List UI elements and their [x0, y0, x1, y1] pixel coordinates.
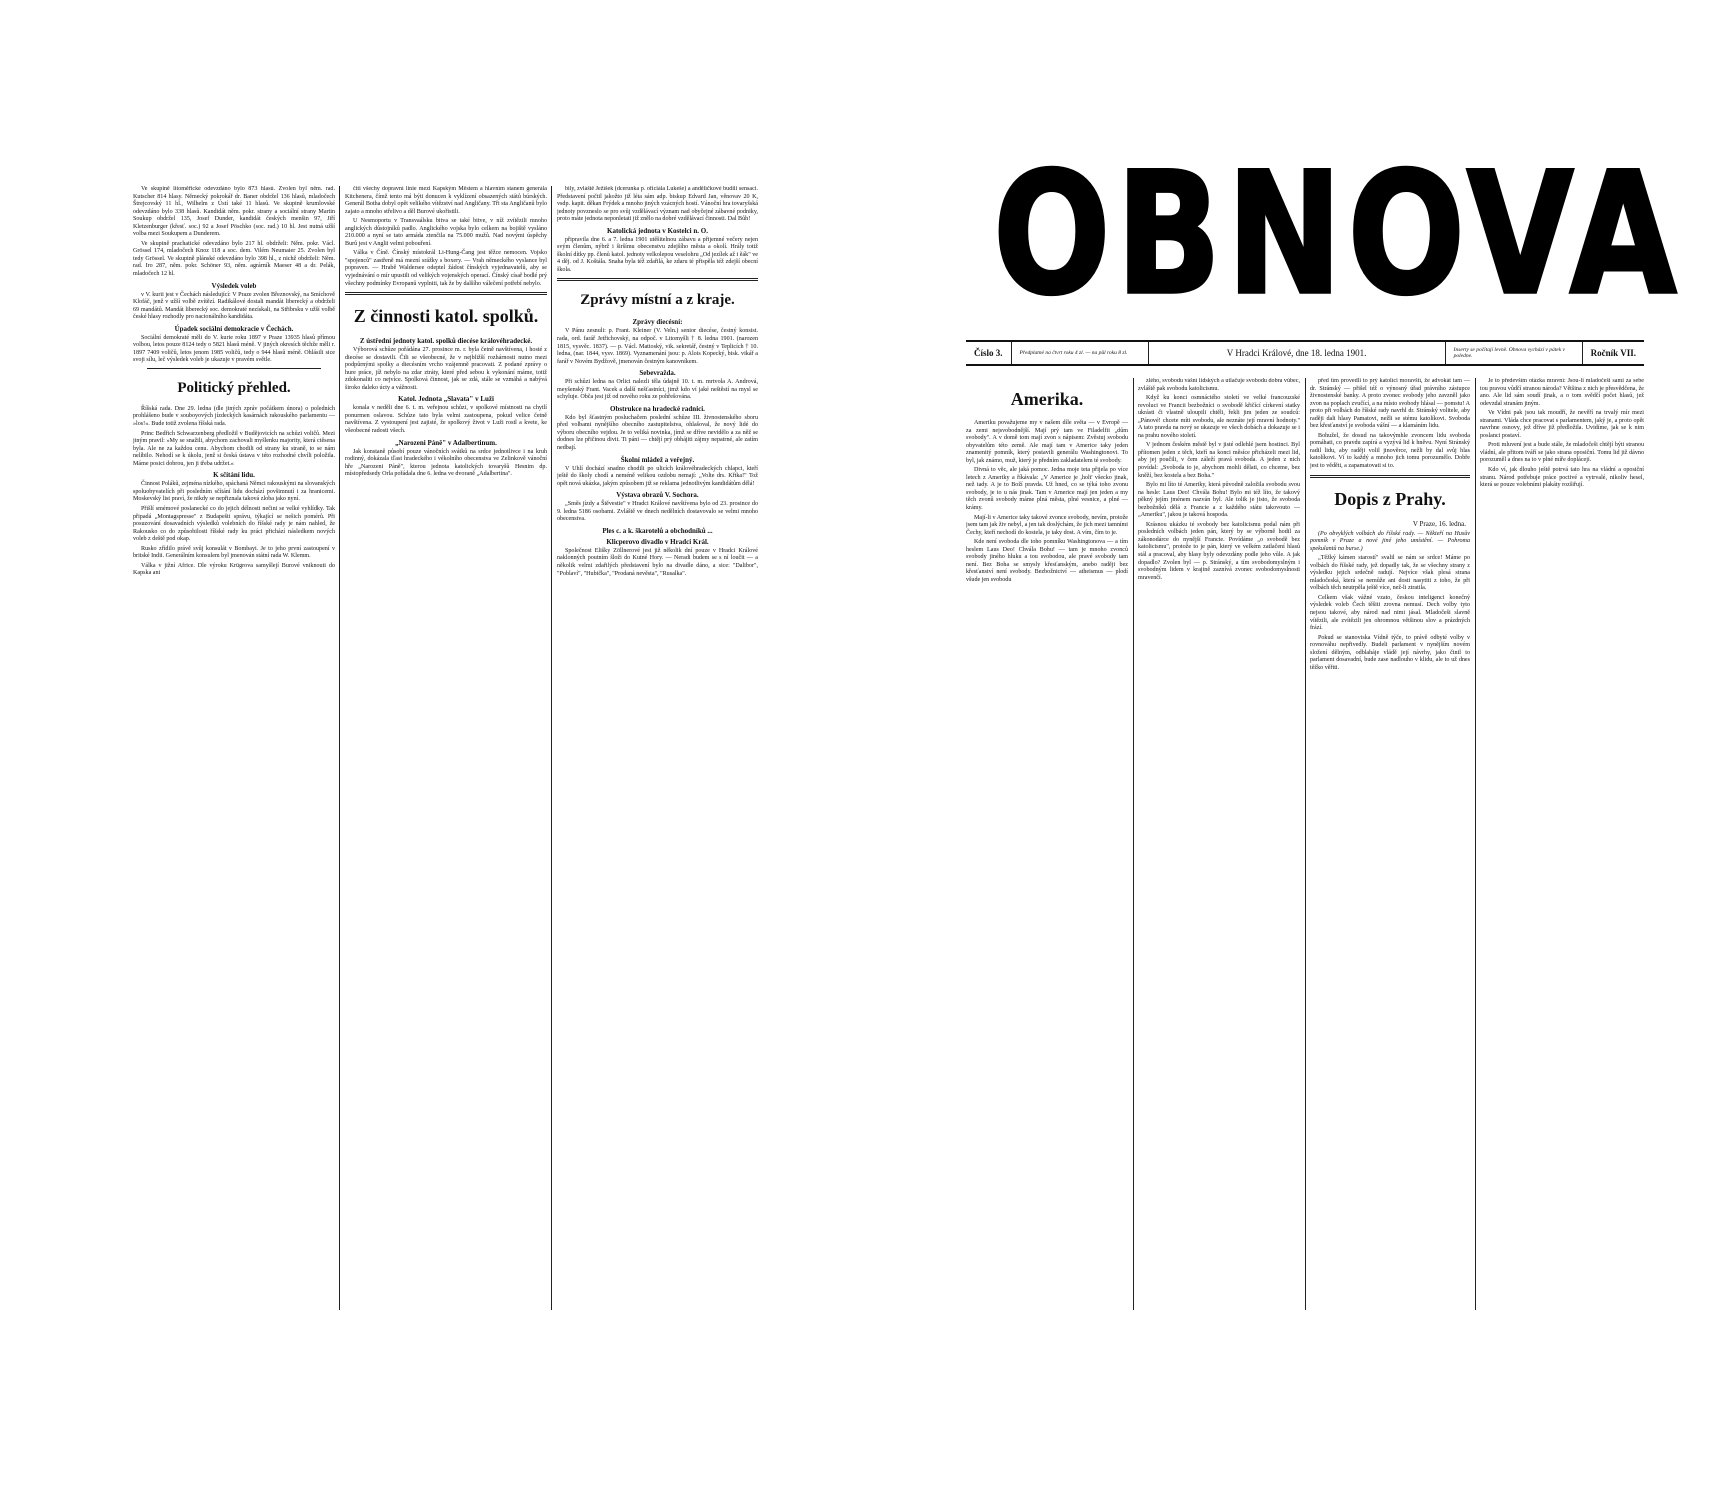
place-date: V Hradci Králové, dne 18. ledna 1901. — [1149, 342, 1446, 364]
section-heading-cinnosti-spolku: Z činnosti katol. spolků. — [353, 306, 539, 327]
right-page-column-2 — [1138, 378, 1300, 1310]
section-heading-politicky-prehled: Politický přehled. — [177, 379, 291, 396]
article-lead: (Po obvyklých volbách do říšské rady. — Někteří na Husův pomník v Praze a nové jiné jeho umístění. — Pohroma spekulantů na burse.) — [1310, 530, 1470, 552]
article-paragraph: Bylo mi líto té Ameriky, která původně založila svobodu svou na hesle: Laus Deo! Chvála Bohu! Bylo mi též líto, že takový pěkný jejím jménem nazván byl. Ale tolik je jisto, že svoboda bezbožníků dělá z Francie a z každého státu takovouto — „Ameriku", jakou je taková hospoda. — [1138, 482, 1300, 519]
issue-number: Číslo 3. — [966, 342, 1012, 364]
article-heading-amerika: Amerika. — [1010, 389, 1084, 409]
article-paragraph: Přišlí smémové poslanecké co do jejich délnosti nečini se velké vyhlídky. Tak připadá „Montagspresse" z Budapešti správu, týkající se nešich pomérů. Při posuzování dosavadních výsledků volebních do říšské rady je nám nahled, že Rakousko co do způsobilosti říšské rady ku práci přichází následkem nových voleb z deště pod okap. — [133, 505, 335, 543]
article-subheading: Výsledek voleb — [211, 281, 257, 290]
article-paragraph: Krásnou ukázku té svobody bez katolicismu podal nám při posledních volbách jeden pán, který by se výborně hodil za zákonodárce do nynější Francie. Povídáme „o svobodě bez katolicismu", protože to je pán, který ve velkém zatlačení hlasů stál a pracoval, aby hlasy byly odevzdány podle jeho vůle. A jak dopadlo? Zvolen byl — p. Stránský, a tím svobodomyslným i svobodným lidem v krajině zaznívá zvonec svobodomyslnosti mravenčí. — [1138, 521, 1300, 581]
article-paragraph: Sociální demokraté měli do V. kurie roku 1897 v Praze 13935 hlasů přímou volbou, letos pouze 8124 tedy o 5821 hlasů méně. V jiných okresích těchže měli r. 1897 7409 voličů, letos jenom 1985 voličů, tedy o 944 hlasů méně. Ohlásili sice svoji sílu, leč výsledek voleb je ukazuje v pravém světle. — [133, 334, 335, 364]
article-paragraph: V Pánu zesnuli: p. Frant. Kleiner (V. Veln.) senior diecése, čestný konsist. rada, ord. farář Jetřichovský, na odpoč. v Litomyšli † 8. ledna 1901. (narozen 1815, vysvěc. 1837). — p. Václ. Matioský, vik. sekretář, čestný v Teplicích † 10. ledna, (nar. 1844, vysv. 1869). Vyznamenání jsou: p. Alois Kopecký, bisk. vikář a farář v Novém Bydžově, jmenován čestným kanovníkem. — [557, 328, 758, 365]
article-paragraph: Činnost Poláků, zejména nízkého, spáchaná Němci rakouskými na slovanských spoluobyvatelích při posledním sčítání lidu dochází povšimnutí i za hranicemi. Moskevský list praví, že nikdy se nepřiznala taková zloba jako nyní. — [133, 481, 335, 503]
article-paragraph: bily, zvláště Ježíšek (dcerunka p. oficiála Lukeše) a andělíčkové budili sensaci. Představení počtil jakožto již léta sám adp. biskup Edvard Jan, věnovav 20 K, vsdp. kapit. děkan Frýdek a mnoho jiných vzácných hostí. Vánoční hra tovaryšská jednoty povzneslo se pro svůj vzdělávací význam nad obyčejné zábavné podniky, proto máte jednota neponletati již znělo na dobré vzdělávací činnosti. Dal Bůh! — [557, 186, 758, 223]
divider — [345, 292, 547, 295]
article-paragraph: Mají-li v Americe taky takové zvonce svobody, nevím, protože jsem tam jak živ nebyl, a jen tak doslýchám, že jich mezi tamními Čechy, kteří nechodí do kostela, je taky dost. A vím, čím to je. — [966, 514, 1128, 536]
article-subheading: Zprávy diecésní: — [632, 318, 683, 327]
left-page-column-2 — [345, 186, 547, 1310]
article-paragraph: v V. kurii jest v Čechách následující: V Praze zvolen Březnovský, na Smíchově Klofáč, jenž v užší volbě zvítězí. Radikálové dostali mandát liberecký a obdrželi 69 mandátů. Mandát liberecký soc. demokraté nezískali, na Střibrsku v užší volbě české hlasy rozhodly pro nacionálního kandidáta. — [133, 291, 335, 321]
article-paragraph: „Těžký kámen starostí" svalil se nám se srdce! Máme po volbách do říšské rady, jež dopadly tak, že se všechny strany z výsledku jejich srdečně radují. Nejvíce však plesá strana mladočeská, která se nemůže ani dosti nasytiti z toho, že při volbách těch neutrpěla ještě více, než-li ztratila. — [1310, 555, 1470, 592]
article-subheading: Ples c. a k. škarotelů a obchodníků ... — [602, 526, 713, 535]
right-page-column-3 — [1310, 378, 1470, 1310]
article-heading-dopis-z-prahy: Dopis z Prahy. — [1334, 488, 1446, 509]
article-paragraph: Kdo ví, jak dlouho ještě potrvá tato hra na vládní a oposiční stranu. Národ potřebuje práce poctivé a vytrvalé, nikoliv hesel, která se pouze volebními plakáty rozšiřují. — [1480, 467, 1644, 489]
article-paragraph: Pokud se stanoviska Vídně týče, to právě odbyté volby v rovnováhu nepřivedly. Budeli parlament v nynějším novém složení dělným, odblaháje vládě její návrhy, jako činil to parlament dosavadní, bude zase nadlouho v klidu, ale to už dnes těžko věřiti. — [1310, 634, 1470, 671]
ads-note: Inserty se počítají levně. Obnova vychází v pátek v poledne. — [1446, 342, 1583, 364]
article-paragraph: Ve skupině prachatické odevzdáno bylo 217 hl. obdrželi: Něm. pokr. Václ. Grössel 174, mladočech Knoz 118 a soc. dem. Vilém Neumaier 25. Zvolen byl tedy Grössel. Ve skupině plánské odevzdáno bylo 398 hl., z nichž obdrželi: Něm. rad. Iro 287, něm. pokr. Schöner 93, něm. agrárník Maeser 48 a dr. Pelák, mladočech 12 hl. — [133, 240, 335, 278]
article-paragraph: Říšská rada. Dne 29. ledna (dle jiných zpráv počátkem února) o poledních prohlášeno bude v souboyových jízdeckých kasárnách rakouského parlamentu — »los!«. Bude totiž zvolena říšská rada. — [133, 405, 335, 428]
article-paragraph: konala v neděli dne 6. t. m. veřejnou schůzi, v spolkové místnosti na chytlí ponurmen oslavou. Schůze tato byla velmi zastoupena, pokud velice četně navštívena. Z vystoupení jest zajisté, že spolkový život v Luži rostl a kvete, ke všeobecné radosti všech. — [345, 405, 547, 435]
article-paragraph: Celkem však vážné vzato, českou inteligenci konečný výsledek voleb Čech těšiti zrovna nemusí. Dech volby tyto nejsou takové, aby národ nad nimi jásal. Mladočeši slavně vítězili, ale zvítězili jen ohromnou většinou slov a prázdných frází. — [1310, 594, 1470, 632]
article-paragraph: U Nesmoportu v Transvaálsku bitva se také bitve, v níž zvítězili mnoho anglických důstojníků padlo. Anglického vojska bylo celkem na bojiště vysláno 210.000 a nyní se tato armáda ztenčila na 75.000 mužů. Nad novými úspěchy Burů jest v Anglii velmi pobouření. — [345, 218, 547, 247]
article-paragraph: Rusko zřídilo právě svůj konsulát v Bombayi. Je to jeho první zastoupení v britské Indii. Generálním konsulem byl jmenován státní rada W. Klemm. — [133, 545, 335, 560]
article-paragraph: Válka v jižní Africe. Dle výroku Krügrova samyšlejí Burové vniknouti do Kapska ani — [133, 562, 335, 577]
article-paragraph: Válka v Číně. Čínský místokrál Li-Hung-Čang jest těžce nemocen. Vojsko "spojenců" zastřeně má mezní srážky s boxery. — Vrah německého vyslance byl popraven. — Hrabě Waldersee odeptel žádost čínských vyjednavatelů, aby se vyjednávání o mír upustili od velikých vojenských operací. Čínský císař bodlé prý všechny podmínky Evropanů vyplniti, tak že by dalšího válečení potřebí nebylo. — [345, 250, 547, 287]
left-page-column-1 — [133, 186, 335, 1310]
article-paragraph: zlého, svobodu vášní lidských a utlačuje svobodu dobra vůbec, zvláště pak svobodu katolicismu. — [1138, 378, 1300, 392]
left-newspaper-page — [133, 186, 758, 1310]
volume-number: Ročník VII. — [1590, 348, 1636, 358]
article-subheading: K sčítání lidu. — [213, 471, 255, 480]
article-paragraph: V jednom českém městě byl v jisté odlehlé jsem hostinci. Byl přítomen jeden z těch, kteří na konci měsíce přicházeli mezi lid, aby jej poučili, v čem záleží pravá svoboda. A jeden z nich povídal: „Svoboda to je, abychom mohli dělati, co chceme, bez kněží, bez kostela a bez Boha." — [1138, 442, 1300, 479]
article-subheading: Úpadek sociální demokracie v Čechách. — [174, 324, 294, 333]
article-subheading: Z ústřední jednoty katol. spolků diecése královéhradecké. — [359, 337, 533, 346]
column-rule — [1475, 378, 1476, 1310]
article-paragraph: Je to především otázka mravní: Jsou-li mladočeši sami za sebe tou pravou vůdčí stranou národa? Většina z nich je přesvědčena, že ano. Ale lid sám soudí jinak, a o tom svědčí počet hlasů, jež odevzdal stranám jiným. — [1480, 378, 1644, 407]
article-paragraph: Výborová schůze pořádána 27. prosince m. r. byla četně navštívena, i hosté z diecése se dostavili. Čtli se všeobecné, že v nejbližší rozhárnosti nutno mezi podpůrnými spolky a diecésním vrcho vzájemně pracovati. Z podané zprávy o hure práce, jíž nebylo na zdar ztráty, které před sebou k vykonání máme, totiž zdokonaliti co nejvíce. Spolková činnost, jak se zdá, stále se vzmáhá a nabývá široko daleko úcty a vážnosti. — [345, 347, 547, 391]
article-paragraph: Divná to věc, ale jaká pomoc. Jedna moje teta přijela po více letech z Ameriky a říkávala: „V Americe je ,holt' všecko jinak, než tady. A je to Boží pravda. Už hned, co se týká toho zvonu svobody, je to u nás jinak. Tam v Americe mají jen jeden a my těch zvonů svobody máme plná města, plné vesnice, a plné — krámy. — [966, 467, 1128, 512]
article-paragraph: Při schůzi ledna na Orlici nalezli těla údajně 10. t. m. mrtvola A. Andrová, meyšenský Frant. Vacek a další nešťastníci, jimž kdo ví jaké neštěstí na mysl se schyluje. Obča jest již od nového roku ze pohřešována. — [557, 379, 758, 401]
article-paragraph: Bohužel, že dosud na takovýmhle zvoncem lidu svoboda pomáhati, co pravdu zapírá a vyzývá lid k hněvu. Nyní Stránský radil lidu, aby raději volil jinověrce, nežli by dal svůj hlas katolíkovi. Ví to každý a mnoho jich tomu porozumělo. Dobře jest to věděti, a zapamatovati si to. — [1310, 432, 1470, 470]
right-newspaper-page — [966, 176, 1644, 1310]
divider — [557, 278, 758, 281]
column-rule — [1133, 378, 1134, 1310]
article-subheading: Klicperovo divadlo v Hradci Král. — [606, 537, 709, 546]
logo-text: OBNOVA — [993, 137, 1683, 333]
article-paragraph: před tím provedli to prý katolíci moravští, že advokát tam — dr. Stránský — přišel též o výnosný úřad právního zástupce živnostenské banky. A proto zvonec svobody jeho zavzněl jako zvon na poplach zvučící, a na místo svobody hlásal — pomstu! A proto při volbách do říšské rady navrhl dr. Stránský volitele, aby raději dali hlasy Pamatovi, nežli se stému katolíkovi. Svoboda bez křesťanství je svoboda vášní — a klamáním lidu. — [1310, 378, 1470, 430]
article-subheading: Výstava obrazů V. Sochora. — [616, 491, 699, 500]
column-rule — [339, 186, 340, 1310]
column-rule — [1305, 378, 1306, 1310]
article-paragraph: připravila dne 6. a 7. ledna 1901 utěšitelnou zábavu a přijemné večery nejen svým členům, nýbrž i širšímu obecenstvu zdejšího města a okolí. Hrály totiž školní dítky pp. členů katol. jednoty velkolepou veselohru „Od jezílek až i ěák" ve 4 děj. od J. Koštála. Snaha byla též zdařilá, ke zdaru té přispěla též zdejší obecní škola. — [557, 236, 758, 273]
column-rule — [551, 186, 552, 1310]
left-page-column-3 — [557, 186, 758, 1310]
divider — [147, 368, 321, 369]
right-page-column-4 — [1480, 378, 1644, 1310]
article-paragraph: Ve Vídni pak jsou tak moudří, že nevěří na trvalý mír mezi stranami. Vláda chce pracovat s parlamentem, jaký je, a proto opět navrhne osnovy, jež dříve již předložila. Uvidíme, jak se k nim poslanci postaví. — [1480, 410, 1644, 439]
section-heading-zpravy-mistni: Zprávy místní a z kraje. — [580, 292, 735, 309]
article-paragraph: V Uhlí dochází snadno chodili po ulicích královéhradeckých chlapci, kteří ještě do školy chodí a neméně velikou ozdobu nemají: „Volte drs. Křtka!" Tož opět nová ukázka, jakým způsobem již se reklama jednotlivým kandidátům dělá! — [557, 465, 758, 487]
article-paragraph: Ve skupině litoměřické odevzdáno bylo 873 hlasů. Zvolen byl něm. rad. Kutscher 814 hlasy. Německý pokrokář dr. Baner obdržel 136 hlasů, mladočech Štrejcovský 11 hl., Wilhelm z Ústí také 11 hlasů. Ve skupině krumlovské odevzdáno bylo 338 hlasů. Kandidát něm. pokr. strany a sociální strany Martin Soukup obdržel 135, Josef Dunder, kandidát českých menšin 97, Jiří Kletzenburger (křesť. soc.) 92 a Josef Pöschko (soc. rad.) 10 hl. Jest nutná užší volba mezi Soukupem a Dunderem. — [133, 186, 335, 238]
article-subheading: Školní mládež a veřejný. — [620, 455, 695, 464]
article-paragraph: Princ Bedřich Schwarzenberg předložil v Budějovicích na schůzi voličů. Mezi jiným pravil: »My se snažili, abychom zachovali myšlenku majority, která ctěsena byla. Ale ne za každou cenu. Abychom chodili od strany ku straně, to se nám nelíbilo. Nehodí se k úkolu, jenž si česká ústava v této rozhodné chvíli položila. Máme posici dobrou, jen ji třeba udržet.« — [133, 430, 335, 467]
article-paragraph: Jak konstaně působí pouze vánočních svátků na srdce jednotlivce i na kruh rodinný, dokázala tľast hradeckého i vékolního obecenstva ve Zelinkově vánoční hře „Narozeni Páně", kterou jednota katolických tovaryšů Hesnim dp. místopředsedy Orla pořádala dne 6. ledna ve dvoraně „Adalbertina". — [345, 448, 547, 478]
right-page-column-1 — [966, 378, 1128, 1310]
article-subheading: Sebevražda. — [639, 369, 676, 378]
article-subheading: Katol. Jednota „Slavata" v Luži — [398, 395, 494, 404]
article-paragraph: Společnost Elišky Zöllnerové jest již několik dní pouze v Hradci Králové naklonných poutním šloži do Kutné Hory. — Neradi budem se s ní loučit — a několik velmi zdařilých představení bylo na divadle dáno, a sice: "Dalibor", "Poblaví", "Hubička", "Prodaná nevěsta", "Rusalka". — [557, 547, 758, 577]
article-paragraph: Ameriku považujeme my v našem díle světa — v Evropě — za zemi nejsvobodnější. Mají prý tam ve Filadelfii „dům svobody". A v domě tom mají zvon s nápisem: Zvěstuj svobodu obyvatelům této země. Ale mají tam v Americe taky jeden znamenitý pomník, který postavili generálu Washingtonovi. To byl, jak známo, muž, který je předním zakladatelem té svobody. — [966, 420, 1128, 464]
article-subheading: „Narozeni Páně" v Adalbertinum. — [395, 438, 497, 447]
article-paragraph: Kdo byl šťastným posluchačem poslední schůze III. živnostenského sboru před volbami nynějšího obecního zastupitelstva, ohlašoval, že nový lidé do výboru obecního vejdou. Je to veliká novinka, jímž se dříve nevidělo a za něž se dodnes lze přičinou divit. Ti páni — chtějí prý obhájiti zájmy nepatrné, ale zatím nedbají. — [557, 414, 758, 452]
dateline: V Praze, 16. ledna. — [1412, 519, 1466, 528]
article-subheading: Katolická jednota v Kostelci n. O. — [607, 226, 708, 235]
subscription-info: Předplatné na čtvrt roku 4 zl. — na půl roku 8 zl. — [1012, 342, 1149, 364]
article-paragraph: Když ku konci osmnáctého století ve velké francouzské revoluci ve Francii bezbožníci o svobodě křičící církevní statky ukrásti či vlastně uloupili chtěli, řekli jim jeden ze soudců: „Pánové! chcete míti svobodu, ale neznáte její mravní hodnoty." A tato pravda na nový se ukazuje ve všech dobách a dokazuje se i na prahu nového století. — [1138, 395, 1300, 439]
article-subheading: Obstrukce na hradecké radnici. — [610, 404, 705, 413]
article-paragraph: Kde není svoboda dle toho pomníku Washingtonova — a tím heslem Laus Deo! Chvála Bohu! — tam je mnoho zvonců svobody jiného hluku a tou svobodou, ale pravé svobody tam není. Bez Boha se smysly křesťanským, anebo raději bez křesťanství není svobody. Bezbožnictví — atheismus — plodí všude jen svobodu — [966, 539, 1128, 583]
divider — [1310, 475, 1470, 478]
article-paragraph: čiti všechy dopravní linie mezi Kapským Městem a hlavním stanem generála Kitchenera, čímž tento má býti donucen k vyklízení obsazených států búrských. Generál Botha dobyl opět velikého vítězství nad Angličany. Tři sta Angličanů bylo zajato a mnoho střelivo a děl Burové ukořistili. — [345, 186, 547, 215]
article-paragraph: „Směs jízdy a Štěvestie" v Hradci Králové navštívena bylo od 23. prosince do 9. ledna 5186 osobami. Zvláště ve dnech nedělních dostavovalo se velmi mnoho obecenstva. — [557, 501, 758, 523]
article-paragraph: Proti mluvení jest a bude stále, že mladočeši chtějí býti stranou vládní, ale přitom tváří se jako strana oposiční. Tomu lid již dávno porozuměl a dnes na to v plné míře doplácejí. — [1480, 442, 1644, 464]
